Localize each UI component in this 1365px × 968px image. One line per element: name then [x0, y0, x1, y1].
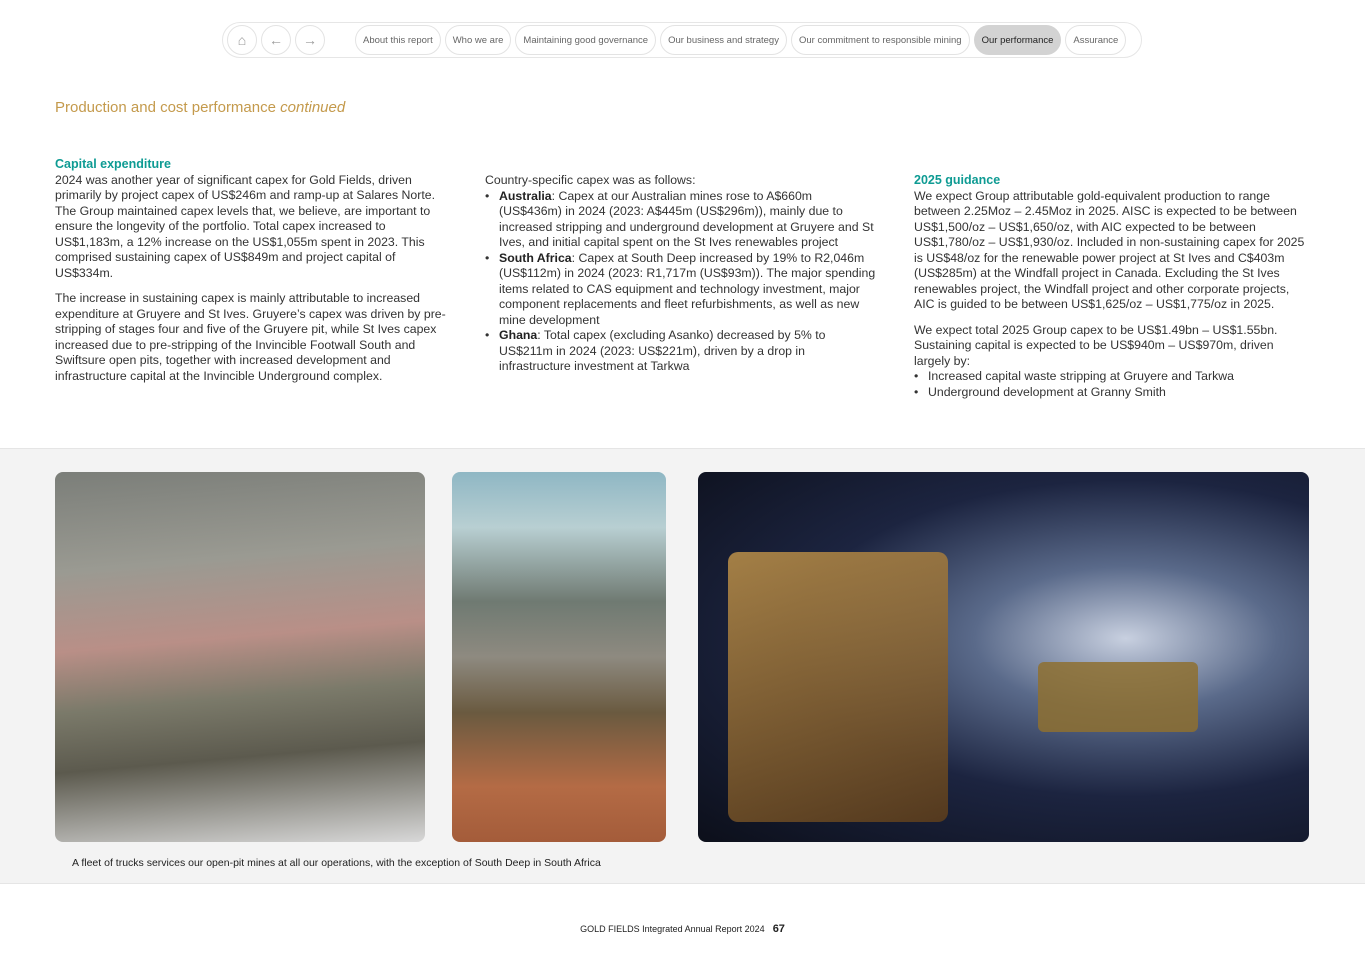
section-heading: Capital expenditure	[55, 157, 171, 171]
intro: Country-specific capex was as follows:	[485, 173, 696, 187]
open-pit-mine-photo	[55, 472, 425, 842]
column-capex	[55, 157, 450, 394]
haul-truck-photo	[452, 472, 666, 842]
nav-business-strategy[interactable]: Our business and strategy	[660, 25, 787, 55]
list-item: • South Africa: Capex at South Deep increased by 19% to R2,046m (US$112m) in 2024 (2023: R1,717m (US$93m)). The major spending items related to CAS equipment and technology investment, major component replacements and fleet refurbishments, as well as new mine development	[485, 251, 877, 329]
column-guidance	[914, 173, 1312, 400]
list-item: • Increased capital waste stripping at Gruyere and Tarkwa	[914, 369, 1312, 385]
nav-governance[interactable]: Maintaining good governance	[515, 25, 656, 55]
nav-responsible-mining[interactable]: Our commitment to responsible mining	[791, 25, 970, 55]
list-item: • Ghana: Total capex (excluding Asanko) decreased by 5% to US$211m in 2024 (2023: US$221m), driven by a drop in infrastructure investment at Tarkwa	[485, 328, 877, 375]
section-heading: 2025 guidance	[914, 173, 1001, 187]
nav-assurance[interactable]: Assurance	[1065, 25, 1126, 55]
nav-about-this-report[interactable]: About this report	[355, 25, 441, 55]
nav-our-performance[interactable]: Our performance	[974, 25, 1062, 55]
nav-who-we-are[interactable]: Who we are	[445, 25, 512, 55]
back-button[interactable]	[261, 25, 291, 55]
dump-truck-shape	[728, 552, 948, 822]
column-country-capex	[485, 173, 877, 375]
night-excavator-photo	[698, 472, 1309, 842]
top-navigation	[222, 22, 1142, 58]
paragraph: We expect total 2025 Group capex to be US$1.49bn – US$1.55bn. Sustaining capital is expected to be US$940m – US$970m, driven largely by:	[914, 322, 1278, 368]
list-item: • Australia: Capex at our Australian mines rose to A$660m (US$436m) in 2024 (2023: A$445m (US$296m)), mainly due to increased stripping and underground development at Gruyere and St Ives, and initial capital spent on the St Ives renewables project	[485, 189, 877, 251]
photo-caption: A fleet of trucks services our open-pit mines at all our operations, with the exception of South Deep in South Africa	[72, 857, 601, 869]
paragraph: We expect Group attributable gold-equivalent production to range between 2.25Moz – 2.45Moz in 2025. AISC is expected to be between US$1,500/oz – US$1,650/oz, with AIC expected to be between US$1,780/oz – US$1,930/oz. Included in non-sustaining capex for 2025 is US$48/oz for the renewable power project at St Ives and C$403m (US$285m) at the Windfall project in Canada. Excluding the St Ives renewables project, the Windfall project and other corporate projects, AIC is guided to be between US$1,625/oz – US$1,775/oz in 2025.	[914, 188, 1305, 311]
forward-button[interactable]	[295, 25, 325, 55]
home-button[interactable]	[227, 25, 257, 55]
paragraph: 2024 was another year of significant capex for Gold Fields, driven primarily by project capex of US$246m and ramp-up at Salares Norte. The Group maintained capex levels that, we believe, are important to ensure the longevity of the portfolio. Total capex increased to US$1,183m, a 12% increase on the US$1,055m spent in 2023. This comprised sustaining capex of US$849m and project capital of US$334m.	[55, 172, 436, 280]
arrow-right-icon: →	[303, 32, 317, 48]
page-title: Production and cost performance continued	[55, 99, 346, 116]
page-number: 67	[772, 923, 785, 935]
footer: GOLD FIELDS Integrated Annual Report 2024 67	[580, 923, 785, 935]
list-item: • Underground development at Granny Smith	[914, 385, 1312, 401]
paragraph: The increase in sustaining capex is mainly attributable to increased expenditure at Gruyere and St Ives. Gruyere’s capex was driven by pre-stripping of stages four and five of the Gruyere pit, while St Ives capex increased due to pre-stripping of the Invincible Footwall South and Swiftsure open pits, together with increased development and infrastructure capital at the Invincible Underground complex.	[55, 291, 446, 383]
arrow-left-icon: ←	[269, 32, 283, 48]
truck-shape	[1038, 662, 1198, 732]
home-icon: ⌂	[237, 32, 247, 48]
